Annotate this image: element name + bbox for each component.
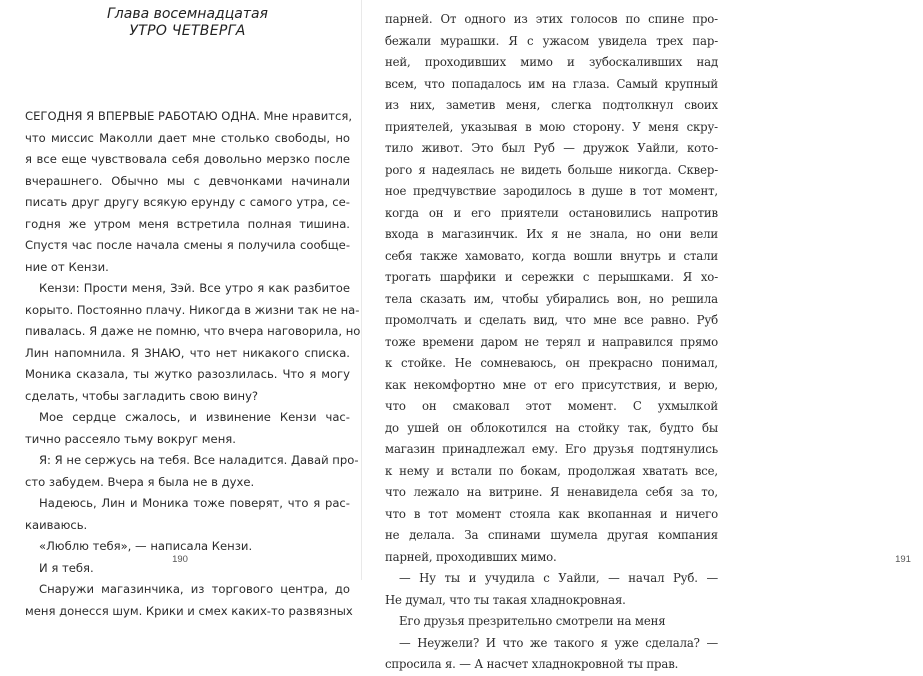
left-page <box>0 0 362 618</box>
chapter-title: УТРО ЧЕТВЕРГА <box>129 23 246 39</box>
text-line: бежали мурашки. Я с ужасом увидела трех пар- <box>385 33 718 48</box>
text-line: СЕГОДНЯ Я ВПЕРВЫЕ РАБОТАЮ ОДНА. Мне нравится, <box>25 109 353 123</box>
text-line: до ушей он облокотился на стойку так, будто бы <box>385 420 718 435</box>
text-line: что лежало на витрине. Я ненавидела себя за то, <box>385 485 718 499</box>
text-line: что в тот момент стояла как вкопанная и ничего <box>385 506 718 521</box>
text-line: я все еще чувствовала себя довольно мерзко после <box>25 152 350 166</box>
text-line: к стойке. Не сомневаюсь, он прекрасно понимал, <box>385 356 718 370</box>
text-line: всем, что попадалось им на глаза. Самый крупный <box>385 76 718 91</box>
text-line: к нему и встали по бокам, продолжая хватать все, <box>385 463 718 478</box>
text-line: рого я надеялась не видеть больше никогда. Сквер- <box>385 162 718 177</box>
text-line: Спустя час после начала смены я получила сообще- <box>25 238 350 252</box>
text-line: «Люблю тебя», — написала Кензи. <box>39 539 253 553</box>
text-line: — Ну ты и учудила с Уайли, — начал Руб. — <box>399 571 718 585</box>
text-line: из них, заметив меня, слегка подтолкнул своих <box>385 98 718 112</box>
right-page <box>362 0 911 671</box>
text-line: тило живот. Это был Руб — дружок Уайли, кото- <box>385 141 718 155</box>
text-line: спросила я. — А насчет хладнокровной ты прав. <box>385 657 679 671</box>
text-line: приятелей, указывая в мою сторону. У меня скру- <box>385 119 718 134</box>
text-line: как некомфортно мне от его присутствия, и верю, <box>385 377 718 392</box>
text-line: Надеюсь, Лин и Моника тоже поверят, что я рас- <box>39 496 350 510</box>
text-line: Моника сказала, ты жутко разозлилась. Что я могу <box>25 367 350 381</box>
text-line: тела сказать им, чтобы убирались вон, но решила <box>385 291 718 306</box>
text-line: — Неужели? И что же такого я уже сделала? — <box>399 635 718 650</box>
text-line: что миссис Маколли дает мне столько свободы, но <box>25 130 350 145</box>
text-line: пивалась. Я даже не помню, что вчера наговорила, но <box>25 324 361 338</box>
text-line: себя также хамовато, когда вошли внутрь и стали <box>385 248 718 263</box>
text-line: Снаружи магазинчика, из торгового центра, до <box>39 582 350 596</box>
text-line: ней, проходивших мимо и зубоскаливших над <box>385 55 718 69</box>
text-line: И я тебя. <box>39 560 94 575</box>
page-number-left: 190 <box>172 554 188 565</box>
chapter-heading <box>25 0 350 106</box>
text-line: корыто. Постоянно плачу. Никогда в жизни так не на- <box>25 302 360 317</box>
text-line: вчерашнего. Обычно мы с девчонками начинали <box>25 173 350 188</box>
text-line: годня же утром меня встретила полная тишина. <box>25 216 350 231</box>
text-line: Не думал, что ты такая хладнокровная. <box>385 592 626 607</box>
text-line: что он смаковал этот момент. С ухмылкой <box>385 399 718 413</box>
page-number-right: 191 <box>895 554 911 565</box>
text-line: сто забудем. Вчера я была не в духе. <box>25 474 255 489</box>
right-page-text <box>385 9 718 676</box>
text-line: ное предчувствие зародилось в душе в тот момент, <box>385 184 718 198</box>
text-line: Кензи: Прости меня, Зэй. Все утро я как разбитое <box>39 281 350 295</box>
text-line: когда он и его приятели остановились напротив <box>385 205 718 220</box>
text-line: Его друзья презрительно смотрели на меня <box>399 614 666 628</box>
text-line: не делала. За спинами шумела другая компания <box>385 528 718 542</box>
text-line: ние от Кензи. <box>25 259 109 274</box>
text-line: тоже времени даром не терял и направился прямо <box>385 334 718 349</box>
text-line: Я: Я не сержусь на тебя. Все наладится. Давай про- <box>39 453 359 467</box>
text-line: парней, проходивших мимо. <box>385 549 557 564</box>
text-line: тично рассеяло тьму вокруг меня. <box>25 431 236 446</box>
chapter-label: Глава восемнадцатая <box>107 6 268 22</box>
left-page-text <box>25 106 361 622</box>
text-line: Лин напомнила. Я ЗНАЮ, что нет никакого списка. <box>25 345 350 360</box>
text-line: парней. От одного из этих голосов по спине про- <box>385 12 718 26</box>
text-line: магазин принадлежал ему. Его друзья подтянулись <box>385 442 718 456</box>
text-line: писать друг другу всякую ерунду с самого утра, се- <box>25 195 350 209</box>
text-line: каиваюсь. <box>25 517 88 532</box>
text-line: промолчать и сделать вид, что мне все равно. Руб <box>385 313 718 327</box>
text-line: меня донесся шум. Крики и смех каких-то развязных <box>25 603 353 618</box>
text-line: сделать, чтобы загладить свою вину? <box>25 388 259 403</box>
text-line: трогать шарфики и сережки с перышками. Я хо- <box>385 270 718 284</box>
text-line: входа в магазинчик. Их я не знала, но они вели <box>385 227 718 241</box>
text-line: Мое сердце сжалось, и извинение Кензи час- <box>39 410 350 424</box>
